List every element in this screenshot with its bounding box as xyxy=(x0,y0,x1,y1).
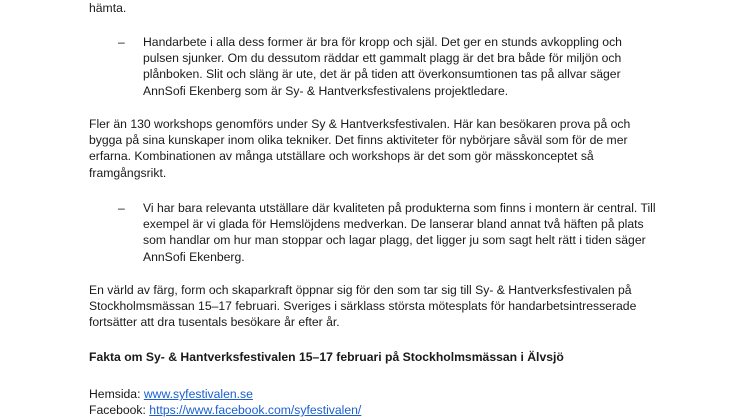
bullet-text-1: Handarbete i alla dess former är bra för kropp och själ. Det ger en stunds avkoppling och pulsen sjunker. Om du dessutom räddar ett gammalt plagg är det bra både för miljön och plånboken. Slit och släng är ute, det är på tiden att överkonsumtionen tas på allvar säger AnnSofi Ekenberg som är Sy- & Hantverksfestivalens projektledare. xyxy=(143,35,622,98)
bullet-dash: – xyxy=(118,35,125,49)
facebook-label: Facebook: xyxy=(89,403,150,417)
website-label: Hemsida: xyxy=(89,387,144,401)
facts-heading: Fakta om Sy- & Hantverksfestivalen 15–17 februari på Stockholmsmässan i Älvsjö xyxy=(89,350,564,364)
bullet-dash: – xyxy=(118,201,125,215)
paragraph-world: En värld av färg, form och skaparkraft öppnar sig för den som tar sig till Sy- & Hantverksfestivalen på Stockholmsmässan 15–17 februari. Sveriges i särklass största mötesplats för handarbetsintresserade fortsätter att dra tusentals besökare år efter år. xyxy=(89,283,637,330)
bullet-text-2: Vi har bara relevanta utställare där kvaliteten på produkterna som finns i montern är central. Till exempel är vi glada för Hemslöjdens medverkan. De lanserar bland annat två häften på plats som handlar om hur man stoppar och lagar plagg, det ligger ju som sagt helt rätt i tiden säger AnnSofi Ekenberg. xyxy=(143,201,656,264)
facebook-line xyxy=(89,402,659,418)
top-fragment: hämta. xyxy=(89,1,127,15)
paragraph-workshops: Fler än 130 workshops genomförs under Sy & Hantverksfestivalen. Här kan besökaren prova på och bygga på sina kunskaper inom olika tekniker. Det finns aktiviteter för nybörjare såväl som för de mer erfarna. Kombinationen av många utställare och workshops är det som gör mässkonceptet så framgångsrikt. xyxy=(89,117,631,180)
website-line xyxy=(89,386,659,402)
website-link[interactable]: www.syfestivalen.se xyxy=(143,387,253,401)
facebook-link[interactable]: https://www.facebook.com/syfestivalen/ xyxy=(149,403,362,417)
